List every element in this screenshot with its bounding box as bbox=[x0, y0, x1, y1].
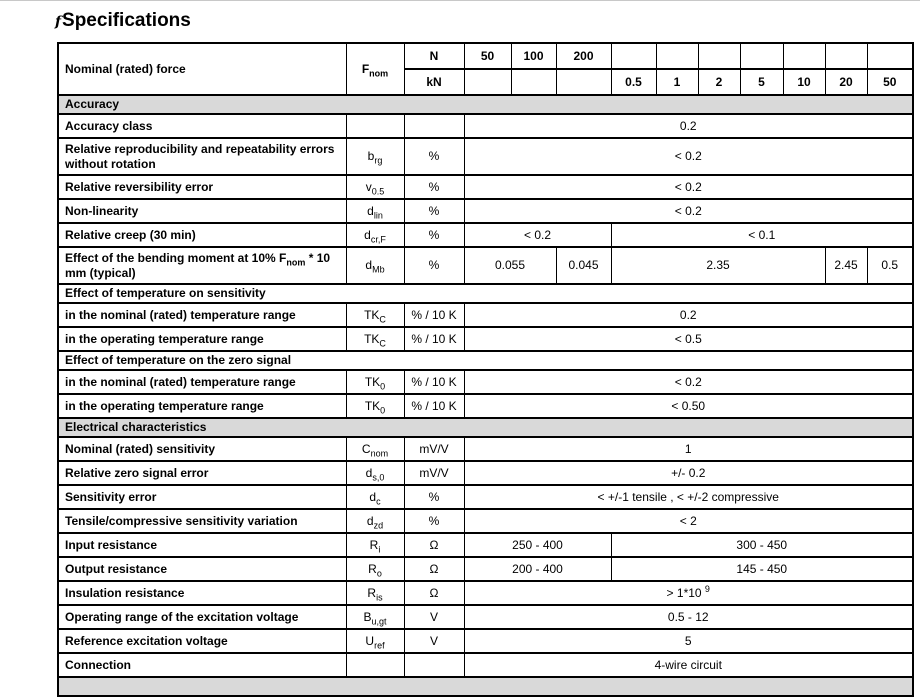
symbol-cell: $R_i$ bbox=[346, 533, 404, 557]
unit-cell: % bbox=[404, 247, 464, 284]
unit-cell: % bbox=[404, 175, 464, 199]
header-unit-cell: N bbox=[404, 43, 464, 69]
spec-table-head bbox=[58, 43, 913, 95]
unit-cell: % / 10 K bbox=[404, 394, 464, 418]
unit-cell: V bbox=[404, 605, 464, 629]
param-label-cell: Operating range of the excitation voltage bbox=[58, 605, 346, 629]
symbol-cell bbox=[346, 653, 404, 677]
spec-row bbox=[58, 485, 913, 509]
section-row bbox=[58, 677, 913, 696]
unit-cell: % / 10 K bbox=[404, 327, 464, 351]
value-cell: 0.5 bbox=[867, 247, 913, 284]
param-label-cell: Relative creep (30 min) bbox=[58, 223, 346, 247]
header-force-value-cell bbox=[825, 43, 867, 69]
symbol-cell: $U_{ref}$ bbox=[346, 629, 404, 653]
spec-row bbox=[58, 629, 913, 653]
value-cell: 200 - 400 bbox=[464, 557, 611, 581]
spec-table-body bbox=[58, 95, 913, 696]
spec-row bbox=[58, 199, 913, 223]
param-label-cell: Relative zero signal error bbox=[58, 461, 346, 485]
header-force-value-cell bbox=[783, 43, 825, 69]
header-force-value-cell: 50 bbox=[867, 69, 913, 95]
value-cell: 0.055 bbox=[464, 247, 556, 284]
header-force-value-cell: 100 bbox=[511, 43, 556, 69]
section-label: Effect of temperature on sensitivity bbox=[58, 284, 913, 303]
symbol-cell: $R_{is}$ bbox=[346, 581, 404, 605]
value-cell: 4-wire circuit bbox=[464, 653, 913, 677]
param-label-cell: Tensile/compressive sensitivity variation bbox=[58, 509, 346, 533]
section-row bbox=[58, 351, 913, 370]
section-label: Accuracy bbox=[58, 95, 913, 114]
header-row-N bbox=[58, 43, 913, 69]
spec-row bbox=[58, 461, 913, 485]
spec-row bbox=[58, 303, 913, 327]
value-cell: < 0.50 bbox=[464, 394, 913, 418]
spec-row bbox=[58, 437, 913, 461]
header-force-value-cell bbox=[464, 69, 511, 95]
param-label-cell: Reference excitation voltage bbox=[58, 629, 346, 653]
spec-row bbox=[58, 370, 913, 394]
param-label-cell: in the nominal (rated) temperature range bbox=[58, 303, 346, 327]
section-row bbox=[58, 418, 913, 437]
value-cell: < 0.2 bbox=[464, 370, 913, 394]
param-label-cell: Insulation resistance bbox=[58, 581, 346, 605]
header-force-value-cell: 2 bbox=[698, 69, 740, 95]
spec-row bbox=[58, 605, 913, 629]
symbol-cell: $d_{s,0}$ bbox=[346, 461, 404, 485]
specifications-table bbox=[57, 42, 914, 697]
header-force-value-cell bbox=[656, 43, 698, 69]
value-cell: < 0.2 bbox=[464, 223, 611, 247]
symbol-cell: $b_{rg}$ bbox=[346, 138, 404, 175]
symbol-cell: $TK_C$ bbox=[346, 303, 404, 327]
value-cell: 1 bbox=[464, 437, 913, 461]
page-title bbox=[55, 10, 191, 32]
spec-row bbox=[58, 653, 913, 677]
page-title-text: Specifications bbox=[62, 10, 191, 31]
param-label-cell: Nominal (rated) sensitivity bbox=[58, 437, 346, 461]
symbol-cell: $d_{Mb}$ bbox=[346, 247, 404, 284]
symbol-cell: $R_o$ bbox=[346, 557, 404, 581]
param-label-cell: Accuracy class bbox=[58, 114, 346, 138]
header-force-value-cell: 50 bbox=[464, 43, 511, 69]
param-label-cell: Input resistance bbox=[58, 533, 346, 557]
param-label-cell: Sensitivity error bbox=[58, 485, 346, 509]
header-unit-cell: kN bbox=[404, 69, 464, 95]
spec-row bbox=[58, 327, 913, 351]
unit-cell: V bbox=[404, 629, 464, 653]
unit-cell: Ω bbox=[404, 581, 464, 605]
header-force-value-cell bbox=[867, 43, 913, 69]
value-cell: +/- 0.2 bbox=[464, 461, 913, 485]
param-label-cell: Relative reproducibility and repeatability errors without rotation bbox=[58, 138, 346, 175]
section-label: Effect of temperature on the zero signal bbox=[58, 351, 913, 370]
spec-row bbox=[58, 557, 913, 581]
symbol-cell: $v_{0.5}$ bbox=[346, 175, 404, 199]
value-cell: 0.2 bbox=[464, 303, 913, 327]
unit-cell: % bbox=[404, 199, 464, 223]
param-label-cell: in the nominal (rated) temperature range bbox=[58, 370, 346, 394]
header-force-value-cell bbox=[740, 43, 783, 69]
header-force-value-cell: 200 bbox=[556, 43, 611, 69]
symbol-cell: $d_{cr,F}$ bbox=[346, 223, 404, 247]
param-label-cell: Effect of the bending moment at 10% $F_{nom} * 10$ mm (typical) bbox=[58, 247, 346, 284]
value-cell: 0.2 bbox=[464, 114, 913, 138]
param-label-cell: in the operating temperature range bbox=[58, 327, 346, 351]
spec-row bbox=[58, 175, 913, 199]
value-cell: < 0.2 bbox=[464, 138, 913, 175]
value-cell: < 0.5 bbox=[464, 327, 913, 351]
page-top-edge bbox=[0, 0, 920, 1]
section-label bbox=[58, 677, 913, 696]
unit-cell: % / 10 K bbox=[404, 370, 464, 394]
symbol-cell: $TK_C$ bbox=[346, 327, 404, 351]
section-row bbox=[58, 95, 913, 114]
param-label-cell: Relative reversibility error bbox=[58, 175, 346, 199]
spec-row bbox=[58, 247, 913, 284]
value-cell: < 0.2 bbox=[464, 199, 913, 223]
value-cell: < 0.1 bbox=[611, 223, 913, 247]
spec-row bbox=[58, 138, 913, 175]
header-force-value-cell: 5 bbox=[740, 69, 783, 95]
param-label-cell: Connection bbox=[58, 653, 346, 677]
header-force-value-cell: 10 bbox=[783, 69, 825, 95]
symbol-cell: $C_{nom}$ bbox=[346, 437, 404, 461]
section-label: Electrical characteristics bbox=[58, 418, 913, 437]
title-prefix-glyph: f bbox=[55, 14, 62, 30]
symbol-cell: $d_{zd}$ bbox=[346, 509, 404, 533]
value-cell: 250 - 400 bbox=[464, 533, 611, 557]
unit-cell: mV/V bbox=[404, 437, 464, 461]
header-force-value-cell: 1 bbox=[656, 69, 698, 95]
symbol-cell: $d_c$ bbox=[346, 485, 404, 509]
value-cell: 5 bbox=[464, 629, 913, 653]
header-force-value-cell bbox=[511, 69, 556, 95]
value-cell: 2.45 bbox=[825, 247, 867, 284]
symbol-cell: $TK_0$ bbox=[346, 370, 404, 394]
unit-cell: % bbox=[404, 509, 464, 533]
value-cell: < +/-1 tensile , < +/-2 compressive bbox=[464, 485, 913, 509]
symbol-cell: $TK_0$ bbox=[346, 394, 404, 418]
header-force-value-cell: 0.5 bbox=[611, 69, 656, 95]
spec-row bbox=[58, 223, 913, 247]
param-label-cell: in the operating temperature range bbox=[58, 394, 346, 418]
value-cell: > 1*10 $^9$ bbox=[464, 581, 913, 605]
value-cell: 0.045 bbox=[556, 247, 611, 284]
unit-cell: Ω bbox=[404, 557, 464, 581]
unit-cell bbox=[404, 653, 464, 677]
unit-cell bbox=[404, 114, 464, 138]
symbol-cell bbox=[346, 114, 404, 138]
spec-row bbox=[58, 533, 913, 557]
value-cell: < 2 bbox=[464, 509, 913, 533]
spec-row bbox=[58, 581, 913, 605]
unit-cell: Ω bbox=[404, 533, 464, 557]
value-cell: < 0.2 bbox=[464, 175, 913, 199]
value-cell: 300 - 450 bbox=[611, 533, 913, 557]
header-symbol-cell: $F_{nom}$ bbox=[346, 43, 404, 95]
header-force-value-cell bbox=[556, 69, 611, 95]
param-label-cell: Non-linearity bbox=[58, 199, 346, 223]
section-row bbox=[58, 284, 913, 303]
spec-row bbox=[58, 114, 913, 138]
unit-cell: % bbox=[404, 485, 464, 509]
param-label-cell: Output resistance bbox=[58, 557, 346, 581]
symbol-cell: $B_{u,gt}$ bbox=[346, 605, 404, 629]
header-force-value-cell bbox=[698, 43, 740, 69]
value-cell: 2.35 bbox=[611, 247, 825, 284]
unit-cell: % bbox=[404, 138, 464, 175]
header-force-value-cell: 20 bbox=[825, 69, 867, 95]
unit-cell: % bbox=[404, 223, 464, 247]
unit-cell: % / 10 K bbox=[404, 303, 464, 327]
header-force-value-cell bbox=[611, 43, 656, 69]
spec-row bbox=[58, 509, 913, 533]
unit-cell: mV/V bbox=[404, 461, 464, 485]
header-param-cell: Nominal (rated) force bbox=[58, 43, 346, 95]
spec-row bbox=[58, 394, 913, 418]
value-cell: 0.5 - 12 bbox=[464, 605, 913, 629]
value-cell: 145 - 450 bbox=[611, 557, 913, 581]
symbol-cell: $d_{lin}$ bbox=[346, 199, 404, 223]
